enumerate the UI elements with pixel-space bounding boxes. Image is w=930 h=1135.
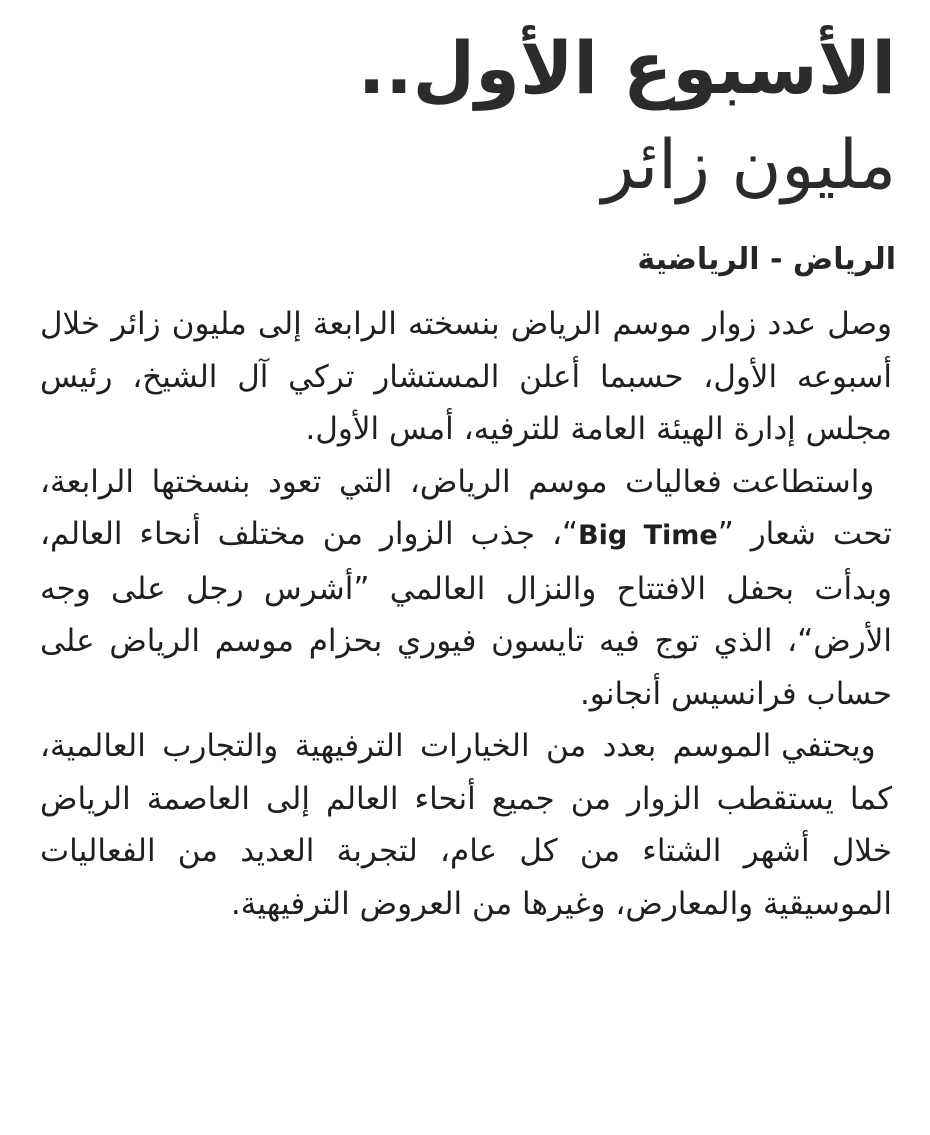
article-paragraph [40,720,892,930]
article-dateline: الرياض - الرياضية [637,242,896,277]
campaign-slogan: Big Time [578,520,718,551]
news-article [40,18,896,930]
paragraph-text-part: واستطاعت فعاليات موسم الرياض، التي تعود بنسختها الرابعة، تحت شعار ” [40,463,892,552]
article-subheadline: مليون زائر [601,126,896,205]
paragraph-text-part: “، جذب الزوار من مختلف أنحاء العالم، وبدأت بحفل الافتتاح والنزال العالمي ”أشرس رجل على وجه الأرض“، الذي توج فيه تايسون فيوري بحزام موسم الرياض على حساب فرانسيس أنجانو. [40,516,892,712]
paragraph-text-part: ويحتفي الموسم بعدد من الخيارات الترفيهية والتجارب العالمية، كما يستقطب الزوار من جميع أنحاء العالم إلى العاصمة الرياض خلال أشهر الشتاء من كل عام، لتجربة العديد من الفعاليات الموسيقية والمعارض، وغيرها من العروض الترفيهية. [40,728,892,922]
article-paragraph: وصل عدد زوار موسم الرياض بنسخته الرابعة إلى مليون زائر خلال أسبوعه الأول، حسبما أعلن المستشار تركي آل الشيخ، رئيس مجلس إدارة الهيئة العامة للترفيه، أمس الأول. [40,306,892,447]
article-body [40,298,896,930]
article-paragraph [40,456,892,721]
article-headline: الأسبوع الأول.. [357,26,896,110]
